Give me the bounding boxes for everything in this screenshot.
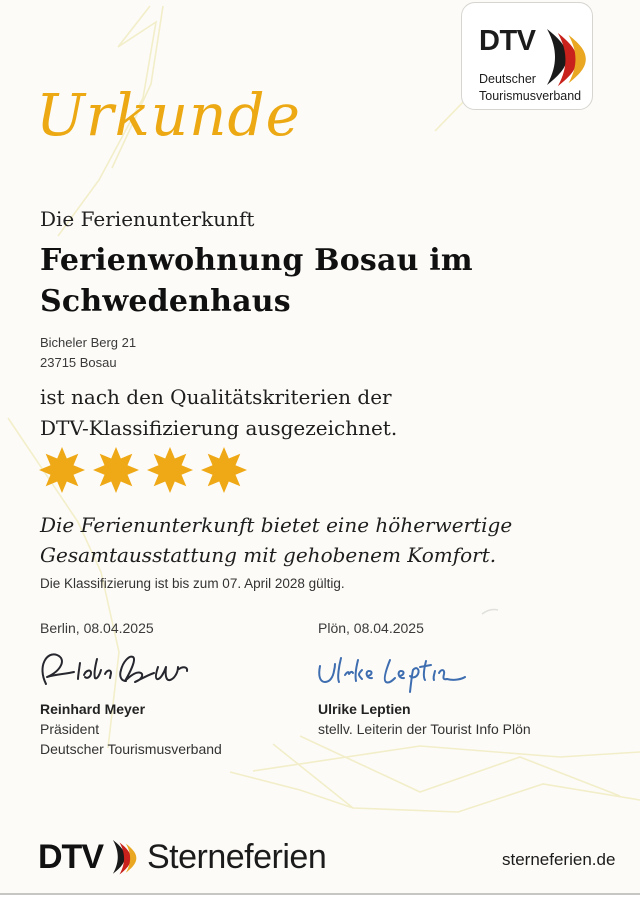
award-statement: ist nach den Qualitätskriterien der DTV-Klassifizierung ausgezeichnet. — [40, 385, 398, 440]
dtv-org-name: Deutscher Tourismusverband — [479, 72, 582, 103]
validity-note: Die Klassifizierung ist bis zum 07. April 2028 gültig. — [40, 576, 345, 591]
certificate-title: Urkunde — [36, 81, 301, 149]
footer-sterneferien-text: Sterneferien — [147, 838, 327, 876]
dtv-logo-card — [461, 2, 593, 110]
signer-name-left: Reinhard Meyer — [40, 701, 146, 717]
footer-website: sterneferien.de — [502, 850, 616, 869]
property-address: Bicheler Berg 21 23715 Bosau — [40, 335, 137, 370]
star-icon — [147, 447, 193, 493]
footer-chevrons-icon — [111, 840, 139, 875]
signer-org-left: Deutscher Tourismusverband — [40, 741, 222, 757]
place-date-left: Berlin, 08.04.2025 — [40, 620, 154, 636]
star-rating — [39, 447, 247, 493]
signer-name-right: Ulrike Leptien — [318, 701, 411, 717]
intro-text: Die Ferienunterkunft — [40, 207, 255, 231]
signature-reinhard-meyer — [34, 646, 194, 698]
classification-description: Die Ferienunterkunft bietet eine höherwertige Gesamtausstattung mit gehobenem Komfort. — [40, 513, 513, 567]
signer-role-right: stellv. Leiterin der Tourist Info Plön — [318, 721, 531, 737]
dtv-logo-text: DTV — [479, 25, 536, 57]
star-icon — [201, 447, 247, 493]
star-icon — [93, 447, 139, 493]
footer-brand — [38, 838, 326, 877]
property-name: Ferienwohnung Bosau im Schwedenhaus — [40, 243, 473, 319]
signature-ulrike-leptien — [316, 652, 466, 698]
signer-role-left: Präsident — [40, 721, 100, 737]
star-icon — [39, 447, 85, 493]
place-date-right: Plön, 08.04.2025 — [318, 620, 424, 636]
footer-dtv-text: DTV — [38, 838, 103, 876]
scan-edge-artifact — [0, 893, 640, 905]
